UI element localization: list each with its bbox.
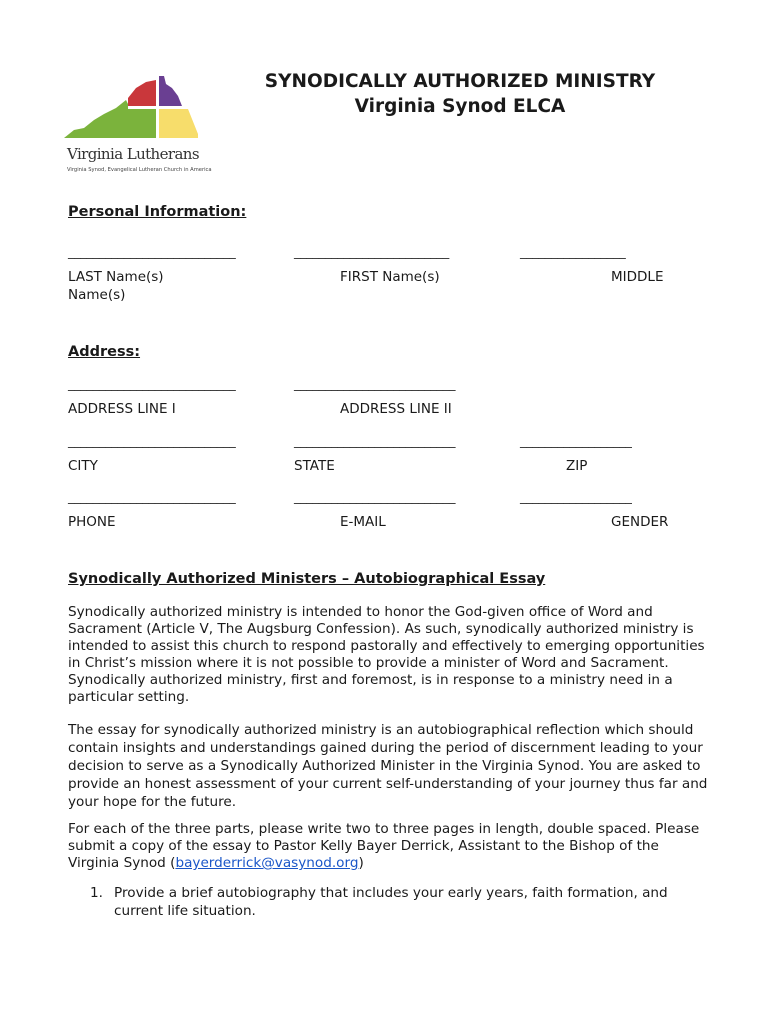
middle-name-label-cont: Name(s) xyxy=(68,287,126,303)
logo-yellow-square xyxy=(159,109,198,138)
state-label: STATE xyxy=(294,458,335,474)
phone-field[interactable]: ___________________________ xyxy=(68,490,236,505)
first-name-field[interactable]: _________________________ xyxy=(294,245,450,260)
list-item xyxy=(90,884,710,920)
email-field[interactable]: __________________________ xyxy=(294,490,456,505)
zip-label: ZIP xyxy=(566,458,588,474)
gender-field[interactable]: __________________ xyxy=(520,490,632,505)
submission-text-end: ) xyxy=(358,855,364,871)
email-label: E-MAIL xyxy=(340,514,386,530)
logo-subtitle: Virginia Synod, Evangelical Lutheran Church in America xyxy=(67,167,212,173)
address-heading: Address: xyxy=(68,344,141,360)
address-line-1-field[interactable]: ___________________________ xyxy=(68,377,236,392)
essay-paragraph-2: The essay for synodically authorized ministry is an autobiographical reflection which should contain insights and understandings gained during the period of discernment leading to your decision to serve as a Synodically Authorized Minister in the Virginia Synod. You are asked to provide an honest assessment of your current self-understanding of your journey thus far and your hope for the future. xyxy=(68,722,708,810)
logo-green-virginia-shape xyxy=(64,100,128,138)
phone-label: PHONE xyxy=(68,514,116,530)
zip-field[interactable]: __________________ xyxy=(520,434,632,449)
middle-name-field[interactable]: _________________ xyxy=(520,245,626,260)
logo-wordmark: Virginia Lutherans xyxy=(67,145,199,163)
address-line-2-label: ADDRESS LINE II xyxy=(340,401,452,417)
address-line-2-field[interactable]: __________________________ xyxy=(294,377,456,392)
middle-name-label: MIDDLE xyxy=(611,269,664,285)
state-field[interactable]: __________________________ xyxy=(294,434,456,449)
logo-purple-square xyxy=(159,76,182,106)
list-item-text: Provide a brief autobiography that includes your early years, faith formation, and current life situation. xyxy=(114,885,668,919)
essay-paragraph-1: Synodically authorized ministry is intended to honor the God-given office of Word and Sacrament (Article V, The Augsburg Confession). As such, synodically authorized ministry is intended to assist this church to respond pastorally and effectively to emerging opportunities in Christ’s mission where it is not possible to provide a minister of Word and Sacrament. Synodically authorized ministry, first and foremost, is in response to a ministry need in a particular setting. xyxy=(68,604,705,705)
submission-text: For each of the three parts, please write two to three pages in length, double spaced. Please submit a copy of the essay to Pastor Kelly Bayer Derrick, Assistant to the Bishop of the Virginia Synod ( xyxy=(68,821,700,871)
page-subtitle: Virginia Synod ELCA xyxy=(354,96,566,117)
personal-info-heading: Personal Information: xyxy=(68,204,247,220)
logo-red-square xyxy=(128,80,156,106)
email-link[interactable]: bayerderrick@vasynod.org xyxy=(175,855,359,871)
address-line-1-label: ADDRESS LINE I xyxy=(68,401,176,417)
city-label: CITY xyxy=(68,458,98,474)
city-field[interactable]: ___________________________ xyxy=(68,434,236,449)
first-name-label: FIRST Name(s) xyxy=(340,269,440,285)
page-title: SYNODICALLY AUTHORIZED MINISTRY xyxy=(264,71,656,92)
last-name-field[interactable]: ___________________________ xyxy=(68,245,236,260)
logo-green-square xyxy=(128,109,156,138)
virginia-lutherans-logo xyxy=(60,72,210,182)
essay-paragraph-3 xyxy=(68,821,708,872)
list-item-number: 1. xyxy=(90,885,103,901)
essay-heading: Synodically Authorized Ministers – Autobiographical Essay xyxy=(68,571,546,587)
last-name-label: LAST Name(s) xyxy=(68,269,164,285)
gender-label: GENDER xyxy=(611,514,669,530)
